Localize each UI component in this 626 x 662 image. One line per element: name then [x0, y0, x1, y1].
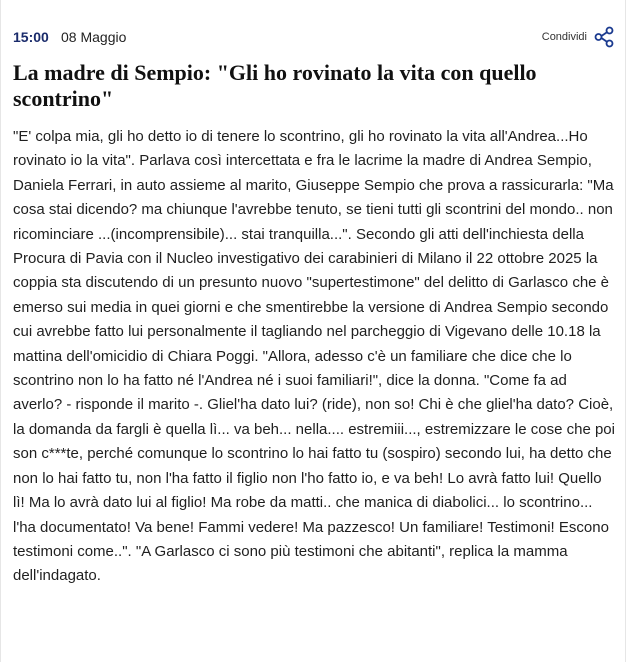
post-headline: La madre di Sempio: "Gli ho rovinato la vita con quello scontrino"	[13, 60, 537, 111]
share-button[interactable]	[542, 24, 615, 50]
post-time: 15:00	[13, 29, 49, 45]
share-label: Condividi	[541, 31, 587, 43]
post-date: 08 Maggio	[61, 29, 127, 45]
live-post	[13, 0, 615, 585]
post-meta	[13, 0, 615, 52]
post-body: "E' colpa mia, gli ho detto io di tenere lo scontrino, gli ho rovinato la vita all'Andrea...Ho rovinato io la vita". Parlava così intercettata e fra le lacrime la madre di Andrea Sempio, Daniela Ferrari, in auto assieme al marito, Giuseppe Sempio che prova a rassicurarla: "Ma cosa stai dicendo? ma chiunque l'avrebbe tenuto, se tieni tutti gli scontrini del mondo.. non ricominciare ...(incomprensibile)... stai tranquilla...". Secondo gli atti dell'inchiesta della Procura di Pavia con il Nucleo investigativo dei carabinieri di Milano il 22 ottobre 2025 la coppia sta discutendo di un presunto nuovo "supertestimone" del delitto di Garlasco che è emerso sui media in quei giorni e che smentirebbe la versione di Andrea Sempio secondo cui avrebbe fatto lui personalmente il tagliando nel parcheggio di Vigevano delle 10.18 la mattina dell'omicidio di Chiara Poggi. "Allora, adesso c'è un familiare che dice che lo scontrino non lo ha fatto né l'Andrea né i suoi familiari!", dice la donna. "Come fa ad averlo? - risponde il marito -. Gliel'ha dato lui? (ride), non so! Chi è che gliel'ha dato? Cioè, la domanda da fargli è quella lì... va beh... nella.... estremiii..., estremizzare le cose che poi son c***te, perché comunque lo scontrino lo hai fatto tu (sospiro) secondo lui, ha detto che non lo hai fatto tu, non l'ha fatto il figlio non l'ho fatto io, e va beh! Lo avrà fatto lui! Quello lì! Ma lo avrà dato lui al figlio! Ma robe da matti.. che manica di diabolici... lo scontrino... l'ha documentato! Va bene! Fammi vedere! Ma pazzesco! Un familiare! Testimoni! Escono testimoni come..". "A Garlasco ci sono più testimoni che abitanti", replica la mamma dell'indagato.	[13, 128, 615, 585]
share-nodes-icon	[593, 26, 615, 48]
